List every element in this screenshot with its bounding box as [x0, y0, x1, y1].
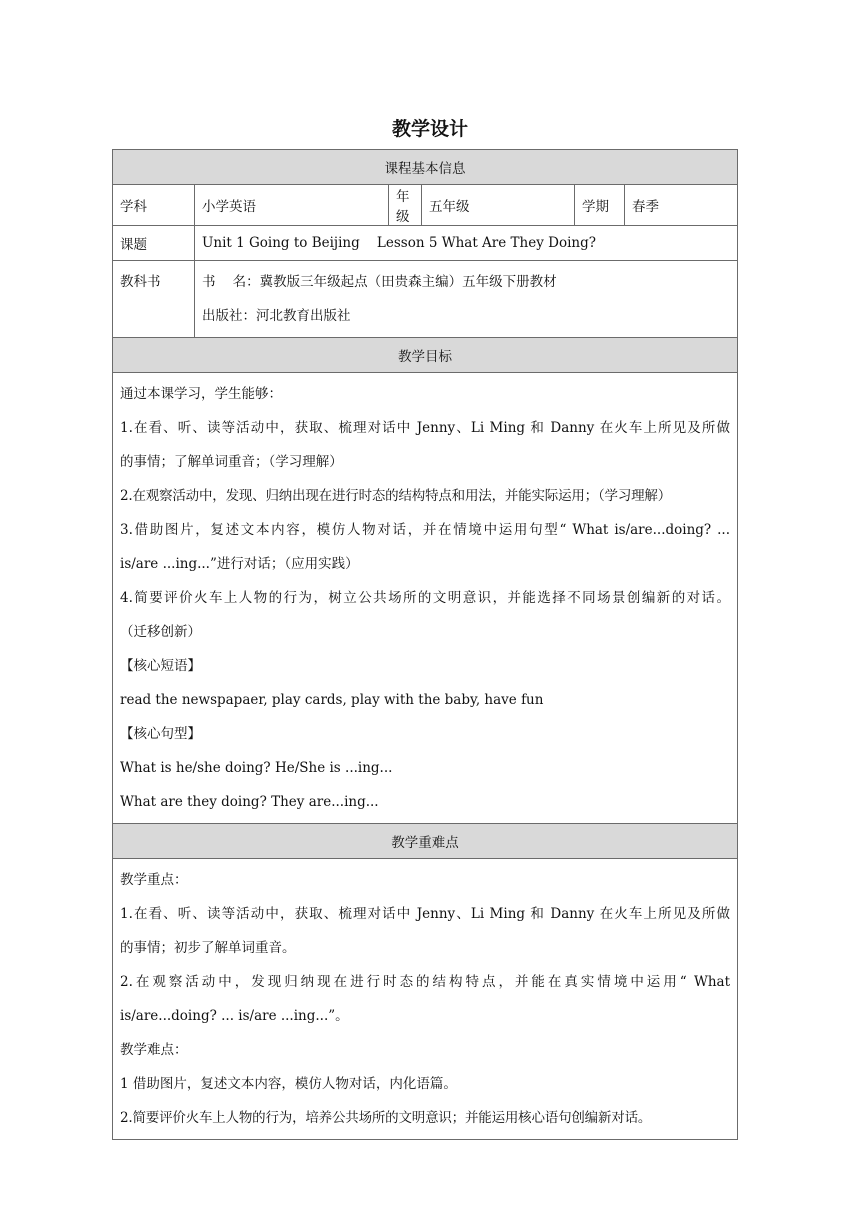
difficulty-1: 1 借助图片，复述文本内容，模仿人物对话，内化语篇。: [120, 1076, 457, 1092]
objective-4-line-2: （迁移创新）: [120, 624, 201, 640]
lesson-plan-table: [112, 149, 738, 1140]
term-label: 学期: [575, 185, 625, 226]
objectives-content: [113, 373, 738, 824]
focus-2-line-1: 2.在观察活动中，发现归纳现在进行时态的结构特点，并能在真实情境中运用“ What: [120, 974, 730, 990]
textbook-label-cell: [113, 261, 195, 338]
objective-1-line-2: 的事情；了解单词重音；（学习理解）: [120, 454, 343, 470]
objective-4-line-1: 4.简要评价火车上人物的行为，树立公共场所的文明意识，并能选择不同场景创编新的对话。: [120, 590, 730, 606]
topic-label: 课题: [113, 226, 195, 261]
core-phrases-heading: 【核心短语】: [120, 658, 201, 674]
grade-label: 年级: [389, 185, 422, 226]
focus-heading: 教学重点：: [120, 872, 188, 888]
textbook-label: 教科书: [120, 274, 161, 290]
textbook-publisher: 出版社：河北教育出版社: [202, 308, 351, 324]
subject-label: 学科: [113, 185, 195, 226]
textbook-info: [195, 261, 738, 338]
term-value: 春季: [625, 185, 738, 226]
core-sentence-2: What are they doing? They are...ing...: [120, 794, 379, 810]
difficulty-2: 2.简要评价火车上人物的行为，培养公共场所的文明意识；并能运用核心语句创编新对话。: [120, 1110, 652, 1126]
key-points-content: [113, 859, 738, 1140]
objectives-intro: 通过本课学习，学生能够：: [120, 386, 282, 402]
focus-1-line-2: 的事情；初步了解单词重音。: [120, 940, 296, 956]
core-sentences-heading: 【核心句型】: [120, 726, 201, 742]
focus-2-line-2: is/are...doing? ... is/are ...ing...”。: [120, 1008, 349, 1024]
objective-1-line-1: 1.在看、听、读等活动中，获取、梳理对话中 Jenny、Li Ming 和 Danny 在火车上所见及所做: [120, 420, 730, 436]
subject-value: 小学英语: [195, 185, 389, 226]
grade-value: 五年级: [422, 185, 575, 226]
section-header-objectives: 教学目标: [113, 338, 738, 373]
core-sentence-1: What is he/she doing? He/She is ...ing...: [120, 760, 393, 776]
page-title: 教学设计: [391, 118, 468, 140]
focus-1-line-1: 1.在看、听、读等活动中，获取、梳理对话中 Jenny、Li Ming 和 Danny 在火车上所见及所做: [120, 906, 730, 922]
objective-3-line-1: 3.借助图片，复述文本内容，模仿人物对话，并在情境中运用句型“ What is/are...doing? ...: [120, 522, 730, 538]
core-phrases: read the newspapaer, play cards, play with the baby, have fun: [120, 692, 544, 708]
difficulty-heading: 教学难点：: [120, 1042, 188, 1058]
section-header-key-points: 教学重难点: [113, 824, 738, 859]
topic-value: Unit 1 Going to Beijing Lesson 5 What Are They Doing?: [195, 226, 738, 261]
objective-2: 2.在观察活动中，发现、归纳出现在进行时态的结构特点和用法，并能实际运用；（学习理解）: [120, 488, 672, 504]
objective-3-line-2: is/are ...ing...”进行对话；（应用实践）: [120, 556, 359, 572]
section-header-basic-info: 课程基本信息: [113, 150, 738, 185]
textbook-name: 书 名：冀教版三年级起点（田贵森主编）五年级下册教材: [202, 274, 557, 290]
